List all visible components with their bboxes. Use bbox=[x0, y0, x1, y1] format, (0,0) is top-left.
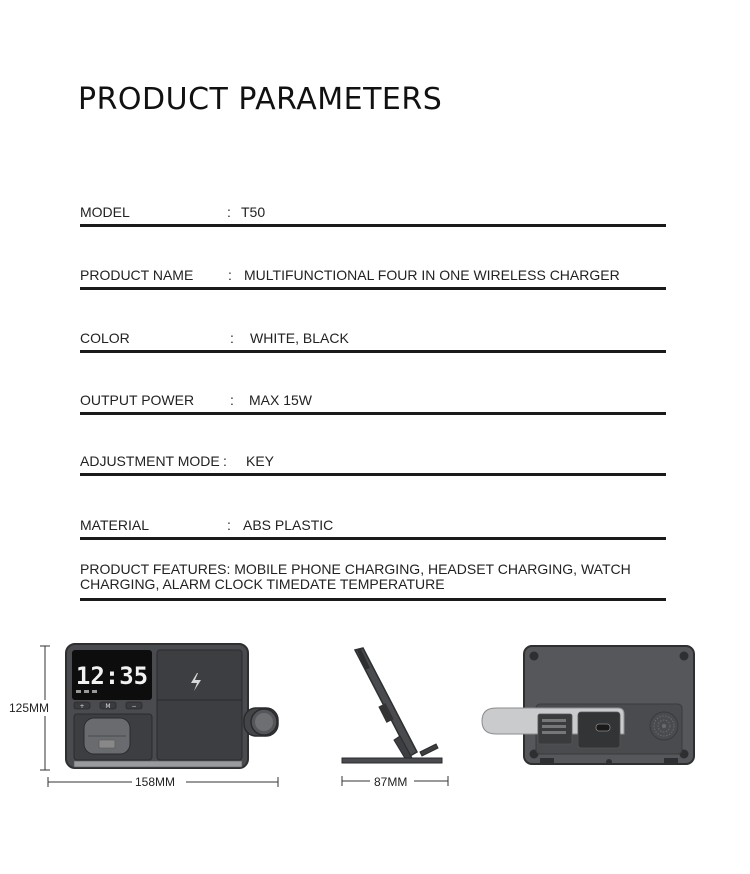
button-plus-label: + bbox=[79, 703, 85, 710]
features-text: PRODUCT FEATURES: MOBILE PHONE CHARGING, HEADSET CHARGING, WATCH CHARGING, ALARM CLOCK TIMEDATE TEMPERATURE bbox=[80, 561, 631, 592]
button-m-label: M bbox=[105, 703, 111, 710]
param-label: COLOR bbox=[80, 330, 130, 346]
param-separator: : bbox=[227, 204, 231, 220]
param-separator: : bbox=[227, 517, 231, 533]
param-value: MULTIFUNCTIONAL FOUR IN ONE WIRELESS CHARGER bbox=[244, 267, 620, 283]
param-row-model bbox=[80, 196, 666, 227]
width-dimension-label: 158MM bbox=[135, 775, 176, 789]
param-value: ABS PLASTIC bbox=[243, 517, 334, 533]
param-row-adjustment-mode bbox=[80, 442, 666, 476]
height-dimension-label: 125MM bbox=[9, 701, 50, 715]
param-row-output-power bbox=[80, 382, 666, 415]
param-row-color bbox=[80, 318, 666, 353]
page-title: PRODUCT PARAMETERS bbox=[78, 82, 443, 117]
param-value: MAX 15W bbox=[249, 392, 313, 408]
param-label: MATERIAL bbox=[80, 517, 149, 533]
param-label: ADJUSTMENT MODE bbox=[80, 453, 220, 469]
front-view-image bbox=[8, 638, 298, 798]
param-separator: : bbox=[228, 267, 232, 283]
param-value: WHITE, BLACK bbox=[250, 330, 349, 346]
depth-dimension-label: 87MM bbox=[374, 775, 408, 789]
param-value: KEY bbox=[246, 453, 275, 469]
param-value: T50 bbox=[241, 204, 266, 220]
param-separator: : bbox=[230, 330, 234, 346]
param-label: OUTPUT POWER bbox=[80, 392, 195, 408]
back-view-image bbox=[478, 642, 700, 772]
param-row-material bbox=[80, 508, 666, 540]
side-view-image bbox=[330, 640, 460, 790]
param-separator: : bbox=[230, 392, 234, 408]
product-features bbox=[80, 561, 666, 601]
param-row-product-name bbox=[80, 256, 666, 290]
clock-time: 12:35 bbox=[75, 662, 149, 690]
param-separator: : bbox=[223, 453, 227, 469]
param-label: MODEL bbox=[80, 204, 130, 220]
button-minus-label: − bbox=[131, 703, 137, 710]
param-label: PRODUCT NAME bbox=[80, 267, 194, 283]
